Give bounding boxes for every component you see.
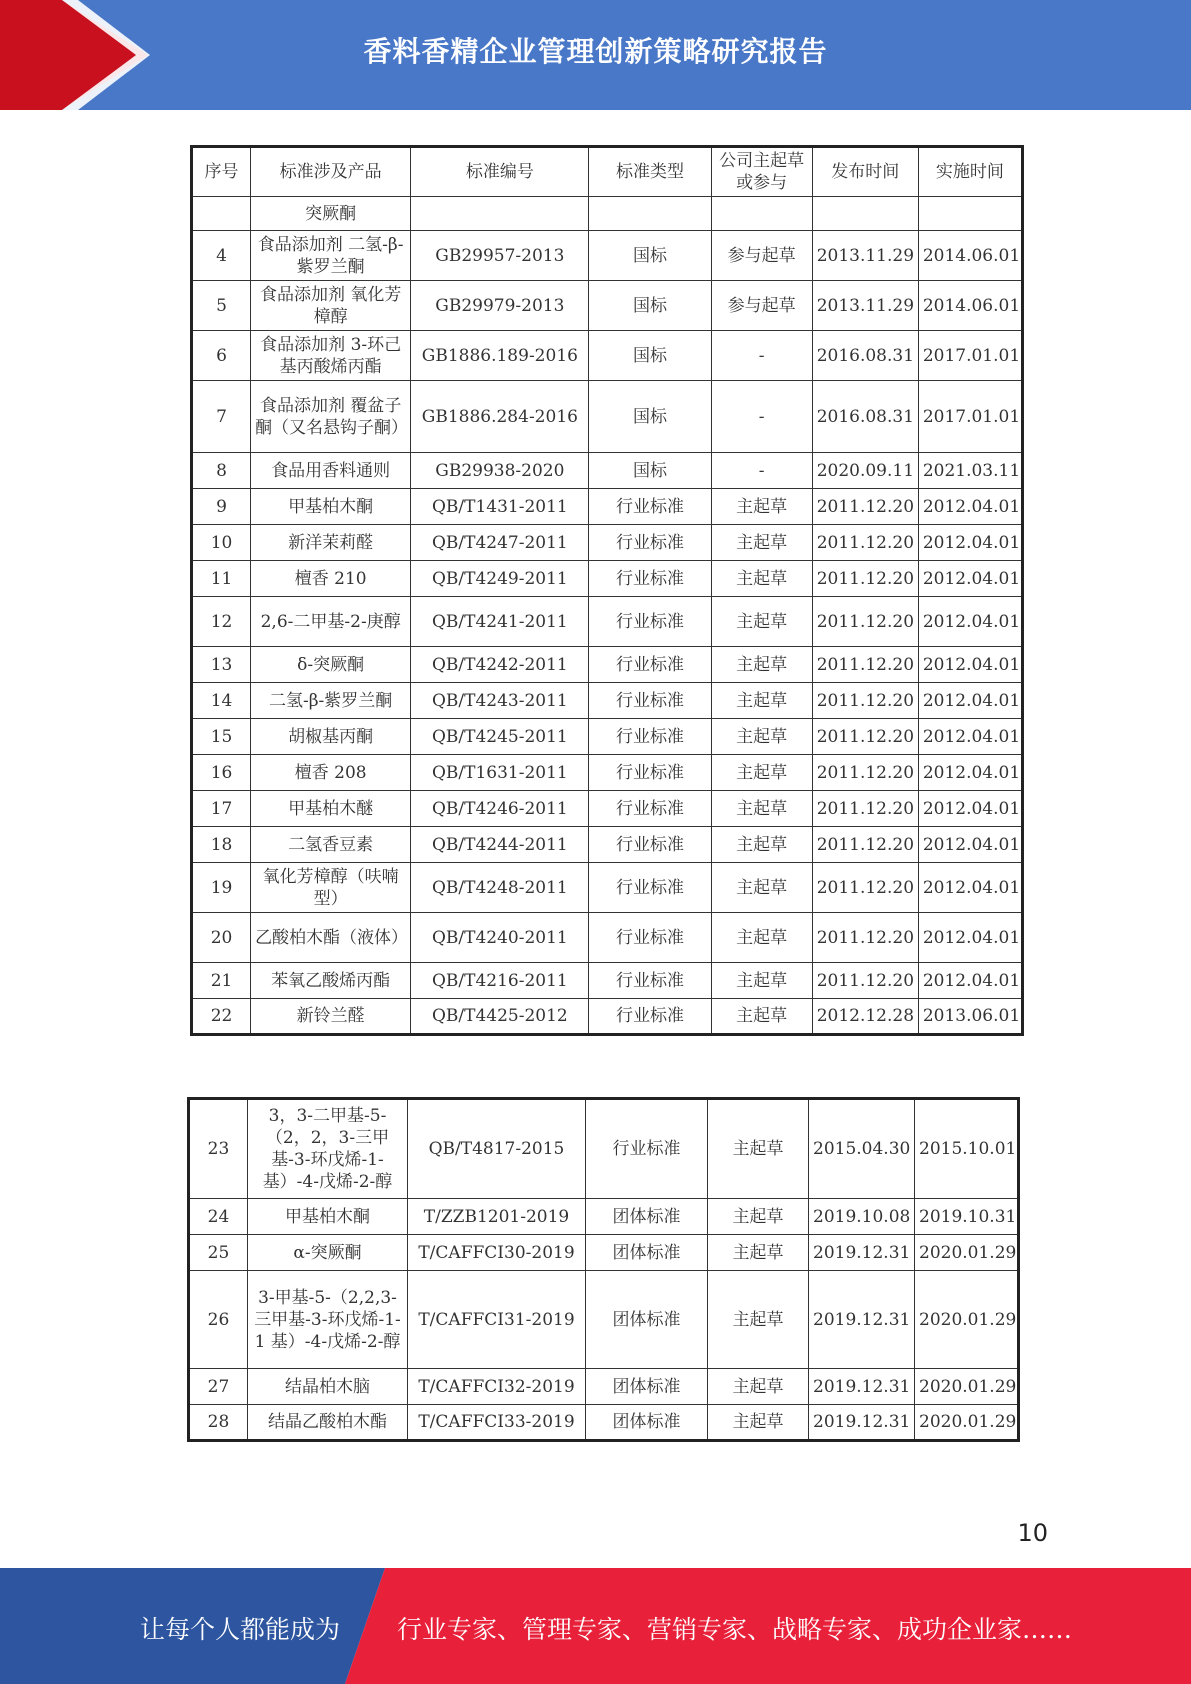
cell-seq: 5 [192,281,251,331]
cell-standard-number: GB1886.284-2016 [411,381,589,453]
table-row [192,561,1023,597]
cell-standard-type: 行业标准 [589,963,711,999]
cell-effective-date: 2017.01.01 [918,331,1022,381]
cell-product: 檀香 208 [251,755,411,791]
cell-seq: 11 [192,561,251,597]
cell-seq: 16 [192,755,251,791]
cell-role: 主起草 [711,525,812,561]
cell-product: 乙酸柏木酯（液体） [251,913,411,963]
cell-standard-number: T/CAFFCI30-2019 [408,1235,586,1271]
cell-role: 主起草 [711,683,812,719]
cell-standard-type [589,197,711,231]
cell-role: 主起草 [711,913,812,963]
cell-product: 胡椒基丙酮 [251,719,411,755]
cell-standard-number: QB/T4216-2011 [411,963,589,999]
cell-role: 主起草 [711,561,812,597]
cell-role: 主起草 [708,1199,809,1235]
cell-seq: 27 [189,1369,248,1405]
cell-product: 氧化芳樟醇（呋喃型） [251,863,411,913]
cell-effective-date: 2012.04.01 [918,791,1022,827]
table-row [189,1235,1019,1271]
cell-publish-date: 2011.12.20 [812,863,918,913]
cell-effective-date: 2014.06.01 [918,281,1022,331]
header-product: 标准涉及产品 [251,147,411,197]
cell-seq: 17 [192,791,251,827]
table-row [192,719,1023,755]
cell-role: 主起草 [711,489,812,525]
cell-standard-number: QB/T4249-2011 [411,561,589,597]
table-body [189,1099,1019,1441]
cell-effective-date: 2012.04.01 [918,913,1022,963]
cell-effective-date: 2012.04.01 [918,719,1022,755]
table-row [192,827,1023,863]
cell-seq [192,197,251,231]
header-role: 公司主起草或参与 [711,147,812,197]
cell-standard-number: QB/T1431-2011 [411,489,589,525]
table-row [192,683,1023,719]
cell-role: 主起草 [711,597,812,647]
table-row [192,963,1023,999]
cell-effective-date: 2012.04.01 [918,827,1022,863]
table-row [192,647,1023,683]
cell-standard-type: 国标 [589,381,711,453]
cell-product: 檀香 210 [251,561,411,597]
cell-product: 二氢香豆素 [251,827,411,863]
header-standard-type: 标准类型 [589,147,711,197]
cell-standard-number: QB/T4244-2011 [411,827,589,863]
cell-role: 主起草 [711,719,812,755]
cell-standard-number: GB29957-2013 [411,231,589,281]
table-row [192,381,1023,453]
page-header [0,0,1191,110]
cell-standard-type: 行业标准 [589,683,711,719]
cell-publish-date: 2011.12.20 [812,719,918,755]
cell-publish-date: 2019.12.31 [809,1235,915,1271]
cell-standard-number: QB/T4425-2012 [411,999,589,1035]
cell-standard-type: 行业标准 [589,999,711,1035]
cell-role: - [711,331,812,381]
page-footer [0,1568,1191,1684]
table-row [192,597,1023,647]
table-row [192,999,1023,1035]
cell-standard-number: T/CAFFCI33-2019 [408,1405,586,1441]
cell-standard-number: QB/T4246-2011 [411,791,589,827]
cell-effective-date [918,197,1022,231]
cell-role: 主起草 [711,863,812,913]
table-row [189,1405,1019,1441]
cell-seq: 23 [189,1099,248,1199]
cell-publish-date: 2011.12.20 [812,683,918,719]
table-row [192,755,1023,791]
table-header-row [192,147,1023,197]
cell-standard-type: 行业标准 [589,489,711,525]
cell-role: - [711,453,812,489]
cell-effective-date: 2012.04.01 [918,755,1022,791]
header-effective-date: 实施时间 [918,147,1022,197]
cell-seq: 9 [192,489,251,525]
cell-standard-type: 团体标准 [586,1405,708,1441]
cell-publish-date: 2012.12.28 [812,999,918,1035]
cell-publish-date: 2013.11.29 [812,231,918,281]
cell-standard-number: QB/T4242-2011 [411,647,589,683]
cell-effective-date: 2012.04.01 [918,683,1022,719]
cell-publish-date: 2011.12.20 [812,963,918,999]
cell-standard-number: GB1886.189-2016 [411,331,589,381]
cell-role: 主起草 [708,1369,809,1405]
cell-seq: 26 [189,1271,248,1369]
cell-role: 主起草 [711,999,812,1035]
cell-publish-date: 2019.10.08 [809,1199,915,1235]
cell-seq: 21 [192,963,251,999]
table-row [192,489,1023,525]
cell-seq: 4 [192,231,251,281]
cell-effective-date: 2021.03.11 [918,453,1022,489]
cell-standard-type: 行业标准 [589,827,711,863]
cell-role: 主起草 [708,1099,809,1199]
cell-effective-date: 2012.04.01 [918,489,1022,525]
cell-publish-date: 2019.12.31 [809,1271,915,1369]
cell-standard-type: 行业标准 [589,525,711,561]
cell-publish-date: 2015.04.30 [809,1099,915,1199]
cell-role [711,197,812,231]
cell-publish-date: 2019.12.31 [809,1405,915,1441]
cell-role: - [711,381,812,453]
cell-seq: 15 [192,719,251,755]
cell-product: α-突厥酮 [248,1235,408,1271]
cell-product: 突厥酮 [251,197,411,231]
cell-seq: 8 [192,453,251,489]
cell-publish-date: 2011.12.20 [812,913,918,963]
cell-seq: 12 [192,597,251,647]
table-row [189,1369,1019,1405]
cell-seq: 14 [192,683,251,719]
cell-effective-date: 2020.01.29 [915,1235,1019,1271]
cell-product: 苯氧乙酸烯丙酯 [251,963,411,999]
footer-slogan-left: 让每个人都能成为 [140,1615,341,1644]
cell-product: 食品用香料通则 [251,453,411,489]
cell-effective-date: 2020.01.29 [915,1271,1019,1369]
table-row [189,1099,1019,1199]
cell-standard-number: QB/T4247-2011 [411,525,589,561]
table-row [192,791,1023,827]
cell-publish-date [812,197,918,231]
cell-product: 甲基柏木酮 [248,1199,408,1235]
cell-standard-number: QB/T4241-2011 [411,597,589,647]
cell-effective-date: 2012.04.01 [918,561,1022,597]
cell-standard-type: 团体标准 [586,1199,708,1235]
cell-standard-number: QB/T1631-2011 [411,755,589,791]
table-row [192,863,1023,913]
table-body [192,197,1023,1035]
footer-slogan-right: 行业专家、管理专家、营销专家、战略专家、成功企业家…… [397,1615,1073,1644]
cell-standard-number: QB/T4817-2015 [408,1099,586,1199]
cell-role: 主起草 [708,1271,809,1369]
cell-seq: 13 [192,647,251,683]
cell-standard-type: 行业标准 [589,561,711,597]
cell-standard-number: QB/T4240-2011 [411,913,589,963]
cell-product: 食品添加剂 二氢-β-紫罗兰酮 [251,231,411,281]
standards-table-part-1 [190,145,1024,1036]
table-row [192,331,1023,381]
page-number: 10 [1017,1519,1048,1547]
cell-product: 新洋茉莉醛 [251,525,411,561]
cell-publish-date: 2019.12.31 [809,1369,915,1405]
cell-publish-date: 2011.12.20 [812,489,918,525]
cell-standard-number [411,197,589,231]
header-standard-number: 标准编号 [411,147,589,197]
cell-standard-number: GB29938-2020 [411,453,589,489]
table-row [189,1199,1019,1235]
cell-publish-date: 2020.09.11 [812,453,918,489]
cell-standard-number: T/CAFFCI31-2019 [408,1271,586,1369]
cell-product: 结晶柏木脑 [248,1369,408,1405]
table-row [192,281,1023,331]
cell-role: 主起草 [711,827,812,863]
standards-table-part-2 [187,1097,1020,1442]
cell-effective-date: 2012.04.01 [918,525,1022,561]
cell-standard-type: 行业标准 [589,755,711,791]
cell-product: 甲基柏木醚 [251,791,411,827]
cell-effective-date: 2013.06.01 [918,999,1022,1035]
cell-standard-type: 行业标准 [589,913,711,963]
cell-effective-date: 2019.10.31 [915,1199,1019,1235]
header-publish-date: 发布时间 [812,147,918,197]
cell-standard-type: 国标 [589,231,711,281]
cell-seq: 28 [189,1405,248,1441]
cell-role: 主起草 [711,647,812,683]
cell-effective-date: 2012.04.01 [918,963,1022,999]
cell-effective-date: 2012.04.01 [918,647,1022,683]
cell-product: 食品添加剂 氧化芳樟醇 [251,281,411,331]
table-row [189,1271,1019,1369]
cell-effective-date: 2015.10.01 [915,1099,1019,1199]
cell-publish-date: 2011.12.20 [812,791,918,827]
cell-standard-type: 国标 [589,453,711,489]
table-row [192,913,1023,963]
cell-standard-type: 团体标准 [586,1369,708,1405]
cell-standard-type: 国标 [589,331,711,381]
cell-publish-date: 2011.12.20 [812,525,918,561]
report-title: 香料香精企业管理创新策略研究报告 [363,35,828,68]
cell-seq: 22 [192,999,251,1035]
cell-standard-type: 行业标准 [589,863,711,913]
cell-standard-type: 团体标准 [586,1235,708,1271]
cell-product: 3，3-二甲基-5-（2，2，3-三甲基-3-环戊烯-1-基）-4-戊烯-2-醇 [248,1099,408,1199]
cell-publish-date: 2011.12.20 [812,647,918,683]
header-seq: 序号 [192,147,251,197]
cell-role: 参与起草 [711,231,812,281]
cell-product: 结晶乙酸柏木酯 [248,1405,408,1441]
cell-seq: 20 [192,913,251,963]
cell-standard-type: 行业标准 [586,1099,708,1199]
cell-seq: 25 [189,1235,248,1271]
cell-product: 新铃兰醛 [251,999,411,1035]
cell-effective-date: 2020.01.29 [915,1369,1019,1405]
cell-publish-date: 2011.12.20 [812,561,918,597]
cell-standard-number: QB/T4248-2011 [411,863,589,913]
cell-standard-type: 行业标准 [589,791,711,827]
cell-standard-number: QB/T4243-2011 [411,683,589,719]
cell-standard-type: 行业标准 [589,719,711,755]
cell-effective-date: 2014.06.01 [918,231,1022,281]
cell-seq: 10 [192,525,251,561]
cell-seq: 18 [192,827,251,863]
table-row [192,231,1023,281]
cell-product: 食品添加剂 覆盆子酮（又名悬钩子酮） [251,381,411,453]
cell-standard-type: 团体标准 [586,1271,708,1369]
cell-publish-date: 2016.08.31 [812,331,918,381]
cell-role: 主起草 [708,1405,809,1441]
table-row [192,525,1023,561]
cell-standard-number: T/CAFFCI32-2019 [408,1369,586,1405]
cell-publish-date: 2011.12.20 [812,755,918,791]
cell-effective-date: 2017.01.01 [918,381,1022,453]
cell-standard-type: 国标 [589,281,711,331]
cell-effective-date: 2012.04.01 [918,863,1022,913]
cell-product: 2,6-二甲基-2-庚醇 [251,597,411,647]
cell-seq: 6 [192,331,251,381]
cell-product: δ-突厥酮 [251,647,411,683]
cell-product: 食品添加剂 3-环己基丙酸烯丙酯 [251,331,411,381]
cell-standard-type: 行业标准 [589,597,711,647]
cell-product: 二氢-β-紫罗兰酮 [251,683,411,719]
cell-product: 甲基柏木酮 [251,489,411,525]
cell-seq: 7 [192,381,251,453]
cell-standard-number: GB29979-2013 [411,281,589,331]
cell-publish-date: 2016.08.31 [812,381,918,453]
cell-role: 主起草 [711,791,812,827]
cell-seq: 19 [192,863,251,913]
cell-effective-date: 2012.04.01 [918,597,1022,647]
cell-publish-date: 2013.11.29 [812,281,918,331]
cell-standard-type: 行业标准 [589,647,711,683]
cell-seq: 24 [189,1199,248,1235]
cell-role: 主起草 [708,1235,809,1271]
table-row [192,197,1023,231]
cell-standard-number: T/ZZB1201-2019 [408,1199,586,1235]
cell-product: 3-甲基-5-（2,2,3-三甲基-3-环戊烯-1-1 基）-4-戊烯-2-醇 [248,1271,408,1369]
table-row [192,453,1023,489]
cell-publish-date: 2011.12.20 [812,597,918,647]
cell-standard-number: QB/T4245-2011 [411,719,589,755]
cell-role: 主起草 [711,755,812,791]
cell-effective-date: 2020.01.29 [915,1405,1019,1441]
cell-publish-date: 2011.12.20 [812,827,918,863]
cell-role: 参与起草 [711,281,812,331]
cell-role: 主起草 [711,963,812,999]
